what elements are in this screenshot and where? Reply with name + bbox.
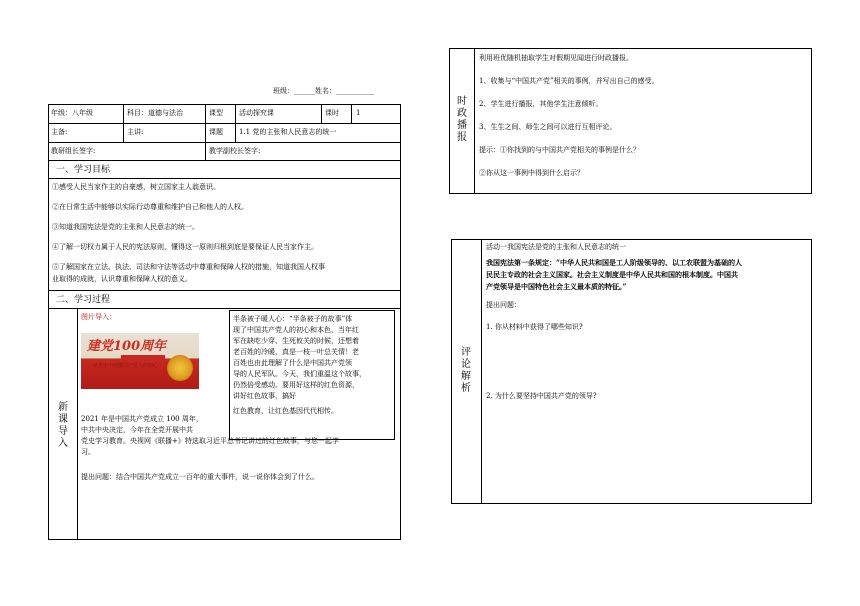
name-blank: ___________ [336, 87, 375, 95]
review-question-2: 2. 为什么要坚持中国共产党的领导? [486, 392, 597, 400]
hours-label: 课时 [325, 109, 339, 117]
story-line-3: 军在缺吃少穿、生死攸关的时候，还想着 [233, 337, 359, 345]
story-line-8: 讲好红色故事，搞好 [233, 392, 296, 400]
class-blank: ______ [294, 87, 315, 95]
party-emblem-icon [167, 355, 193, 381]
type-value: 活动探究课 [239, 109, 274, 117]
poster-subtitle: 从党史中读懂共产党人的初心 [93, 363, 159, 369]
topic-label: 课题 [209, 128, 223, 136]
story-line-2: 现了中国共产党人的初心和本色，当年红 [233, 326, 359, 334]
section1-title: 一、学习目标 [56, 165, 111, 175]
constitution-quote-3: 产党领导是中国特色社会主义最本质的特征。” [486, 282, 627, 291]
goal-5-cont: 业取得的成就，认识尊重和保障人权的意义。 [52, 275, 192, 283]
review-ask: 提出问题： [486, 301, 521, 309]
story-line-6: 导的人民军队。今天，我们重温这个故事， [233, 370, 366, 378]
type-label: 课型 [209, 109, 223, 117]
class-name-line [273, 86, 375, 97]
story-tail: 红色教育，让红色基因代代相传。 [233, 407, 338, 415]
hours-value: 1 [356, 109, 361, 117]
speaker-cell: 主讲: [127, 128, 144, 136]
subject-cell: 科目：道德与法治 [127, 109, 183, 117]
name-label: 姓名： [315, 87, 336, 95]
intro-para-2: 中共中央决定，今年在全党开展中共 [81, 426, 193, 434]
image-intro-label: 图片导入： [81, 313, 116, 321]
constitution-quote-1: 我国宪法第一条规定：“中华人民共和国是工人阶级领导的、以工农联盟为基础的人 [486, 258, 743, 267]
host-cell: 主备: [51, 128, 68, 136]
news-line-6: ②你从这一事例中得到什么启示？ [479, 169, 584, 177]
intro-para-4: 习。 [81, 448, 95, 456]
review-side-label: 评论解析 [461, 347, 471, 394]
constitution-quote-2: 民民主专政的社会主义国家。社会主义制度是中华人民共和国的根本制度。中国共 [486, 270, 738, 279]
story-line-7: 仍然倍受感动。要用好这样的红色资源， [233, 381, 359, 389]
poster-banner [121, 355, 165, 360]
leader-sign-cell: 教研组长签字: [51, 147, 96, 155]
vp-sign-cell: 教学副校长签字: [209, 147, 261, 155]
goal-4: ④了解一切权力属于人民的宪法原则，懂得这一原则归根到底是要保证人民当家作主。 [52, 243, 318, 251]
topic-value: 1.1 党的主张和人民意志的统一 [239, 128, 337, 136]
story-line-4: 老百姓的冷暖，真是一枝一叶总关情！老 [233, 348, 359, 356]
poster-title: 建党100周年 [87, 339, 167, 354]
activity-title: 活动一我国宪法是党的主张和人民意志的统一 [486, 243, 626, 251]
goal-5: ⑤了解国家在立法、执法、司法和守法等活动中尊重和保障人权的措施，知道我国人权事 [52, 263, 325, 271]
class-label: 班级： [273, 87, 294, 95]
goal-1: ①感受人民当家作主的自豪感，树立国家主人翁意识。 [52, 183, 220, 191]
review-question-1: 1. 你从材料中获得了哪些知识? [486, 323, 583, 331]
intro-question: 提出问题：结合中国共产党成立一百年的重大事件，说一说你体会到了什么。 [81, 473, 319, 481]
grade-cell: 年级：八年级 [51, 109, 93, 117]
news-line-1: 利用班优随机抽取学生对假期见闻进行时政播报。 [479, 54, 633, 62]
news-line-4: 3、生生之间、师生之间可以进行互相评论。 [479, 123, 617, 131]
story-line-5: 百姓也由此理解了什么是中国共产党领 [233, 359, 352, 367]
story-line-1: 半条被子暖人心：“半条被子的故事”体 [233, 315, 353, 323]
intro-para-3: 党史学习教育。央视网《联播+》特选取习近平总书记讲过的红色故事，与您一起学 [81, 437, 339, 445]
goal-2: ②在日常生活中能够以实际行动尊重和维护自己和他人的人权。 [52, 203, 248, 211]
party-anniversary-poster [81, 333, 199, 389]
intro-para-1: 2021 年是中国共产党成立 100 周年， [81, 415, 203, 423]
new-lesson-label: 新课导入 [58, 402, 68, 449]
news-side-label: 时政播报 [457, 96, 467, 143]
goal-3: ③知道我国宪法是党的主张和人民意志的统一。 [52, 223, 199, 231]
news-line-2: 1、收集与“中国共产党”相关的事例，并写出自己的感受。 [479, 77, 659, 85]
news-line-3: 2、学生进行播报，其他学生注意倾听。 [479, 100, 603, 108]
section2-title: 二、学习过程 [56, 295, 111, 305]
news-line-5: 提示：①你找到的与中国共产党相关的事例是什么？ [479, 146, 640, 154]
